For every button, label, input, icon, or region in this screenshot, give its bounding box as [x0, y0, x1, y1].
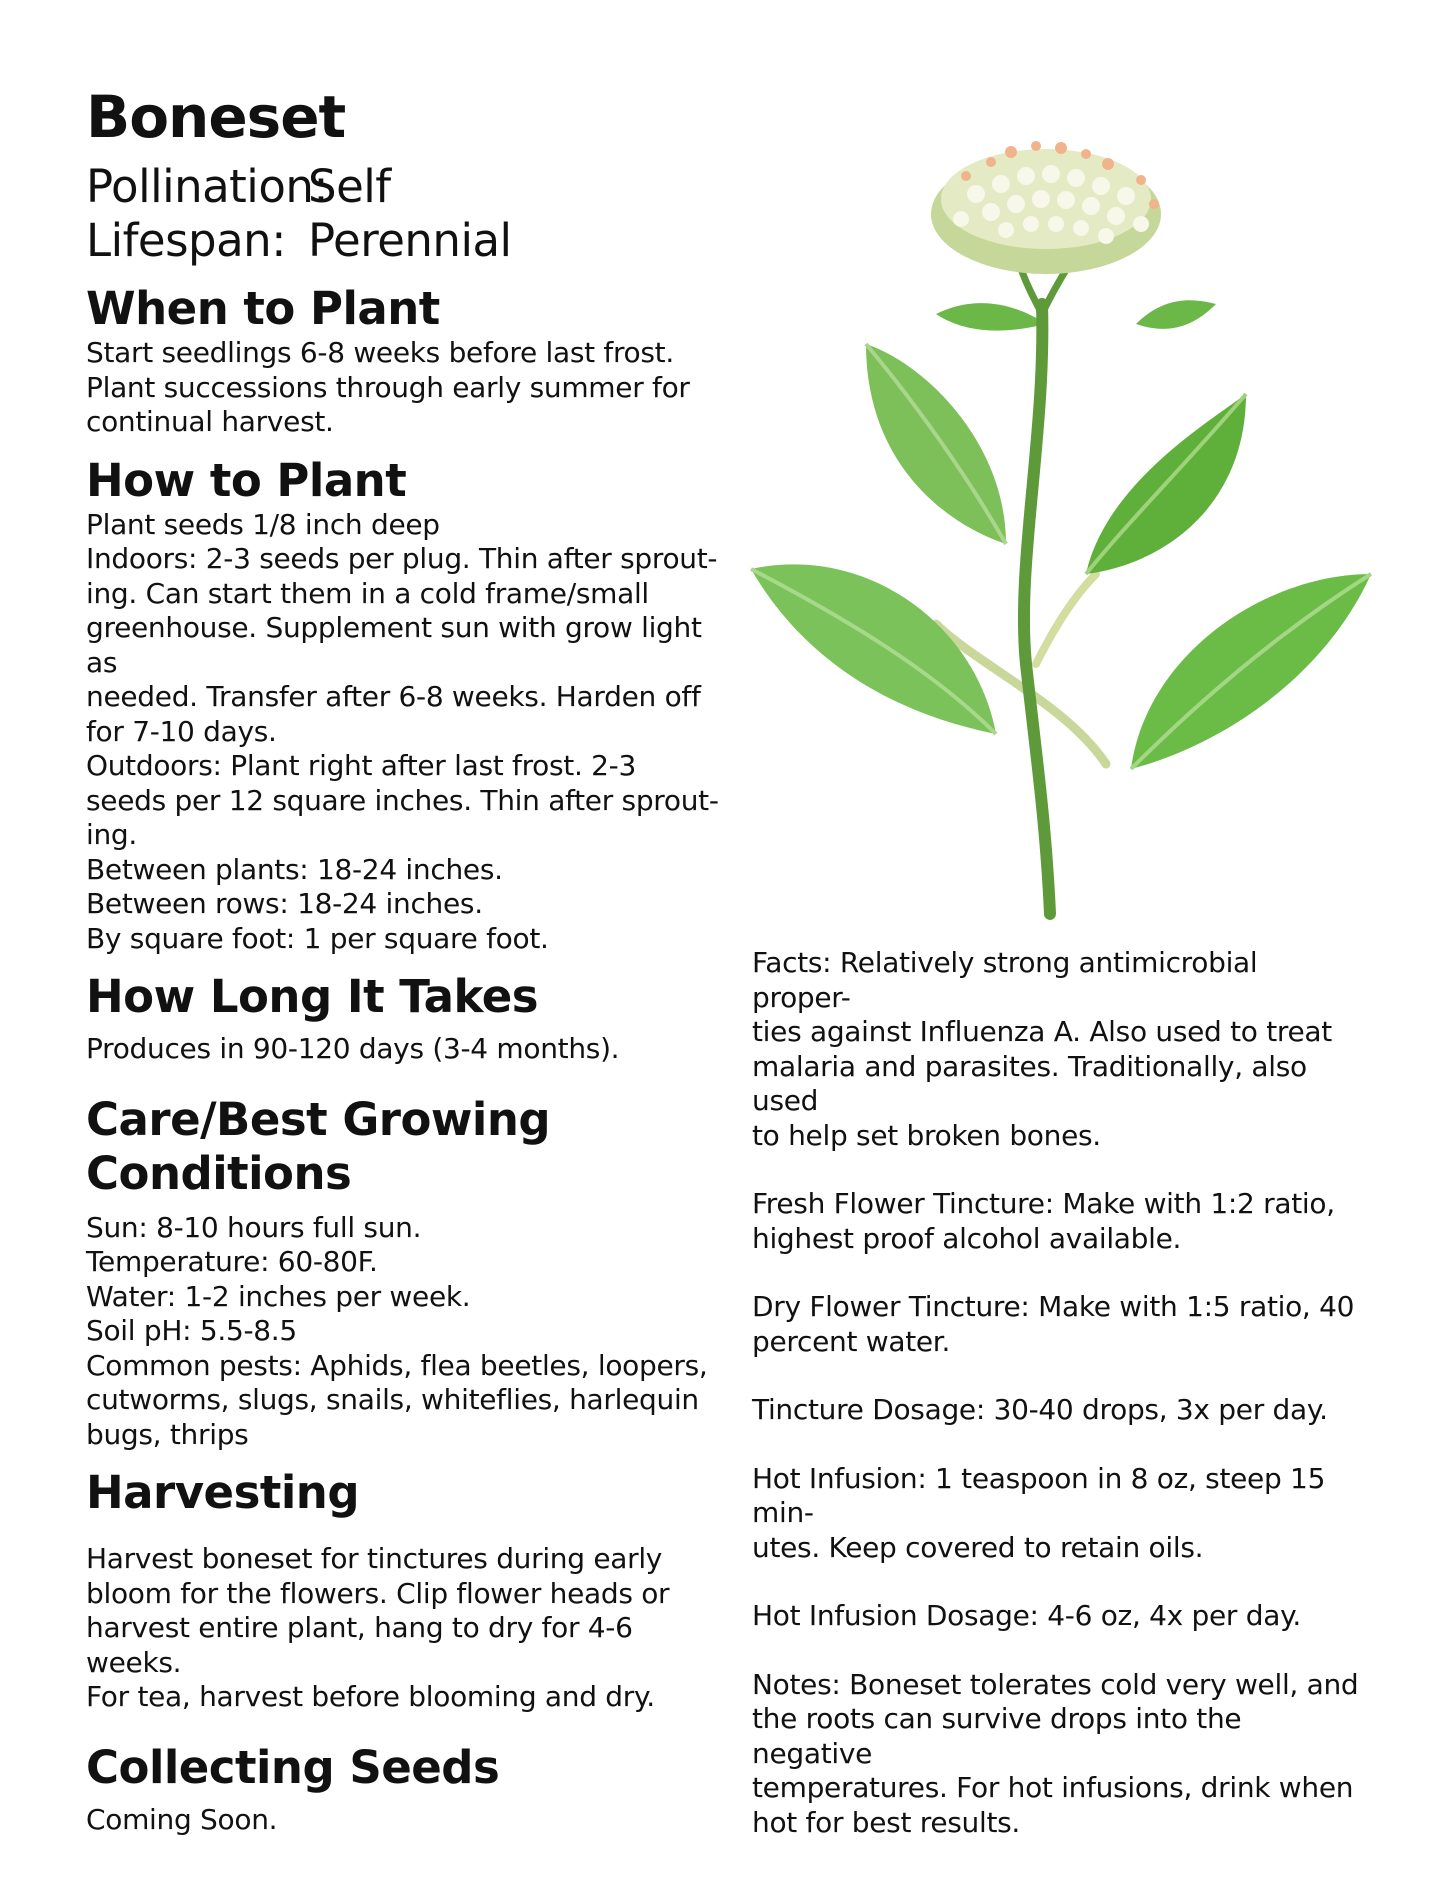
harvest-line: For tea, harvest before blooming and dry. [86, 1680, 655, 1713]
care-section [86, 1093, 736, 1453]
care-line: cutworms, slugs, snails, whiteflies, harlequin [86, 1383, 699, 1416]
how-long-line: Produces in 90-120 days (3-4 months). [86, 1032, 620, 1065]
plant-meta [86, 160, 736, 268]
fact-block [752, 1599, 1362, 1634]
leaf [936, 303, 1046, 330]
how-line: ing. Can start them in a cold frame/small [86, 576, 649, 610]
boneset-plant-illustration [746, 104, 1376, 924]
pollination-label: Pollination: [86, 160, 329, 213]
main-stem [1024, 304, 1050, 914]
fact-block [752, 1393, 1362, 1428]
when-line: Start seedlings 6-8 weeks before last frost. [86, 336, 674, 369]
fact-line: temperatures. For hot infusions, drink when [752, 1771, 1354, 1804]
fact-line: Dry Flower Tincture: Make with 1:5 ratio, 40 [752, 1290, 1355, 1323]
care-line: Sun: 8-10 hours full sun. [86, 1210, 422, 1244]
how-line: Plant seeds 1/8 inch deep [86, 507, 440, 541]
fact-line: percent water. [752, 1324, 951, 1358]
fact-line: Hot Infusion: 1 teaspoon in 8 oz, steep 15 min- [752, 1461, 1326, 1529]
fact-line: Tincture Dosage: 30-40 drops, 3x per day. [752, 1393, 1328, 1426]
fact-line: malaria and parasites. Traditionally, also used [752, 1049, 1307, 1117]
how-line: Between rows: 18-24 inches. [86, 887, 483, 920]
fact-line: utes. Keep covered to retain oils. [752, 1530, 1204, 1564]
how-to-plant-heading: How to Plant [86, 453, 407, 507]
pollination-value: Self [308, 160, 391, 213]
harvest-line: harvest entire plant, hang to dry for 4-6 weeks. [86, 1611, 633, 1679]
how-line: greenhouse. Supplement sun with grow light as [86, 611, 702, 679]
side-stem [1036, 574, 1096, 664]
left-column [86, 80, 736, 1837]
lifespan-row [86, 214, 736, 268]
how-line: seeds per 12 square inches. Thin after sprout- [86, 783, 719, 817]
fact-line: Notes: Boneset tolerates cold very well, and [752, 1667, 1359, 1701]
leaf [1131, 574, 1371, 769]
fact-block [752, 946, 1362, 1153]
care-heading: Care/Best Growing Conditions [86, 1092, 551, 1200]
fact-line: ties against Influenza A. Also used to treat [752, 1015, 1332, 1048]
how-long-section [86, 970, 736, 1067]
collecting-seeds-heading: Collecting Seeds [86, 1740, 500, 1794]
seeds-line: Coming Soon. [86, 1802, 278, 1836]
how-line: for 7-10 days. [86, 714, 277, 748]
care-line: Soil pH: 5.5-8.5 [86, 1314, 297, 1347]
lifespan-label: Lifespan: [86, 214, 286, 267]
fact-block [752, 1187, 1362, 1256]
harvest-line: bloom for the flowers. Clip flower heads or [86, 1576, 670, 1610]
page-title: Boneset [86, 83, 346, 151]
when-to-plant-heading: When to Plant [86, 282, 440, 335]
when-to-plant-section [86, 282, 736, 440]
fact-block [752, 1668, 1362, 1841]
fact-block [752, 1290, 1362, 1359]
fact-line: highest proof alcohol available. [752, 1221, 1182, 1255]
fact-block [752, 1462, 1362, 1566]
care-line: Temperature: 60-80F. [86, 1245, 378, 1278]
how-line: Indoors: 2-3 seeds per plug. Thin after sprout- [86, 542, 718, 575]
how-line: By square foot: 1 per square foot. [86, 921, 549, 955]
care-line: Common pests: Aphids, flea beetles, loopers, [86, 1348, 708, 1382]
how-long-heading: How Long It Takes [86, 970, 539, 1023]
right-column [752, 946, 1362, 1874]
harvesting-section [86, 1466, 736, 1715]
when-line: Plant successions through early summer for [86, 370, 690, 404]
how-line: Outdoors: Plant right after last frost. 2-3 [86, 749, 636, 782]
fact-line: the roots can survive drops into the negative [752, 1702, 1242, 1770]
fact-line: Facts: Relatively strong antimicrobial proper- [752, 946, 1258, 1014]
lifespan-value: Perennial [308, 214, 512, 267]
pollination-row [86, 160, 736, 214]
fact-line: Fresh Flower Tincture: Make with 1:2 ratio, [752, 1187, 1335, 1220]
fact-line: Hot Infusion Dosage: 4-6 oz, 4x per day. [752, 1599, 1301, 1632]
fact-line: to help set broken bones. [752, 1118, 1101, 1152]
when-line: continual harvest. [86, 405, 334, 438]
how-line: needed. Transfer after 6-8 weeks. Harden off [86, 680, 701, 713]
care-line: bugs, thrips [86, 1417, 249, 1451]
how-line: ing. [86, 818, 137, 851]
harvest-line: Harvest boneset for tinctures during early [86, 1542, 663, 1575]
fact-line: hot for best results. [752, 1805, 1021, 1839]
leaf [866, 344, 1006, 544]
how-to-plant-section [86, 454, 736, 957]
harvesting-heading: Harvesting [86, 1466, 360, 1519]
collecting-seeds-section [86, 1741, 736, 1838]
how-line: Between plants: 18-24 inches. [86, 852, 503, 886]
care-line: Water: 1-2 inches per week. [86, 1279, 471, 1313]
leaf [1136, 300, 1216, 329]
